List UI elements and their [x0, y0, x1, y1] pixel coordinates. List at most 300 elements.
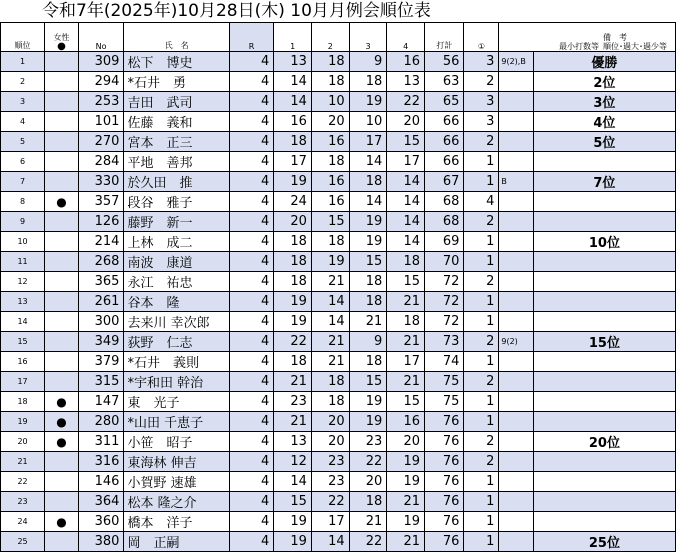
row-game-2: 18	[311, 72, 349, 92]
row-female-mark	[45, 112, 79, 132]
row-game-2: 14	[311, 532, 349, 552]
row-note-min	[499, 92, 533, 112]
table-row	[1, 452, 676, 472]
row-note-rank	[533, 452, 675, 472]
row-note-rank	[533, 412, 675, 432]
table-row	[1, 212, 676, 232]
row-female-mark: ●	[45, 432, 79, 452]
row-game-2: 18	[311, 232, 349, 252]
row-note-rank	[533, 292, 675, 312]
row-rank: 7	[1, 172, 45, 192]
row-note-min	[499, 512, 533, 532]
row-game-4: 14	[387, 192, 425, 212]
row-name: 宮本 正三	[124, 132, 229, 152]
row-game-2: 10	[311, 92, 349, 112]
row-female-mark	[45, 532, 79, 552]
row-game-3: 9	[349, 332, 387, 352]
row-game-3: 21	[349, 512, 387, 532]
row-rounds: 4	[229, 292, 274, 312]
row-game-1: 21	[274, 412, 312, 432]
row-member-no: 365	[78, 272, 124, 292]
row-one: 1	[464, 532, 499, 552]
row-note-rank: 優勝	[533, 52, 675, 72]
row-game-1: 18	[274, 272, 312, 292]
row-game-1: 19	[274, 292, 312, 312]
row-rounds: 4	[229, 392, 274, 412]
row-total: 76	[425, 532, 464, 552]
row-total: 69	[425, 232, 464, 252]
row-total: 76	[425, 492, 464, 512]
table-row	[1, 172, 676, 192]
row-member-no: 280	[78, 412, 124, 432]
row-game-4: 14	[387, 172, 425, 192]
row-game-3: 15	[349, 252, 387, 272]
row-rounds: 4	[229, 332, 274, 352]
row-rank: 19	[1, 412, 45, 432]
row-game-2: 23	[311, 472, 349, 492]
row-note-rank	[533, 472, 675, 492]
row-game-3: 18	[349, 292, 387, 312]
row-rounds: 4	[229, 272, 274, 292]
row-member-no: 284	[78, 152, 124, 172]
row-game-3: 19	[349, 392, 387, 412]
row-total: 56	[425, 52, 464, 72]
row-game-1: 23	[274, 392, 312, 412]
row-rounds: 4	[229, 132, 274, 152]
row-note-min	[499, 432, 533, 452]
row-game-1: 14	[274, 72, 312, 92]
row-game-2: 14	[311, 312, 349, 332]
row-game-3: 21	[349, 312, 387, 332]
row-note-min	[499, 272, 533, 292]
row-note-rank: 20位	[533, 432, 675, 452]
row-rank: 23	[1, 492, 45, 512]
header-row	[1, 23, 676, 52]
row-note-min	[499, 312, 533, 332]
row-name: 橋本 洋子	[124, 512, 229, 532]
row-total: 72	[425, 272, 464, 292]
row-game-1: 19	[274, 312, 312, 332]
row-game-2: 16	[311, 192, 349, 212]
row-name: *山田 千恵子	[124, 412, 229, 432]
row-rank: 24	[1, 512, 45, 532]
header-no: No	[78, 23, 124, 52]
row-game-1: 22	[274, 332, 312, 352]
row-total: 66	[425, 112, 464, 132]
row-one: 1	[464, 252, 499, 272]
row-female-mark	[45, 452, 79, 472]
row-rounds: 4	[229, 312, 274, 332]
row-rank: 10	[1, 232, 45, 252]
row-total: 76	[425, 512, 464, 532]
row-game-1: 21	[274, 372, 312, 392]
row-one: 3	[464, 112, 499, 132]
row-name: *石井 義則	[124, 352, 229, 372]
row-game-1: 18	[274, 232, 312, 252]
row-name: 吉田 武司	[124, 92, 229, 112]
row-one: 1	[464, 492, 499, 512]
row-note-rank	[533, 512, 675, 532]
row-game-1: 16	[274, 112, 312, 132]
row-game-2: 18	[311, 372, 349, 392]
row-game-3: 18	[349, 352, 387, 372]
row-game-1: 19	[274, 172, 312, 192]
row-game-2: 18	[311, 392, 349, 412]
row-game-2: 15	[311, 212, 349, 232]
table-body	[1, 52, 676, 552]
table-row	[1, 132, 676, 152]
row-game-2: 20	[311, 112, 349, 132]
table-row	[1, 192, 676, 212]
row-rank: 18	[1, 392, 45, 412]
row-game-2: 21	[311, 352, 349, 372]
row-game-1: 18	[274, 252, 312, 272]
row-name: 南波 康道	[124, 252, 229, 272]
row-member-no: 300	[78, 312, 124, 332]
row-one: 1	[464, 312, 499, 332]
row-note-min: 9(2)	[499, 332, 533, 352]
row-game-2: 17	[311, 512, 349, 532]
row-total: 65	[425, 92, 464, 112]
header-female-label: 女性	[53, 33, 70, 42]
row-one: 1	[464, 352, 499, 372]
row-note-rank	[533, 492, 675, 512]
row-rounds: 4	[229, 432, 274, 452]
row-game-1: 15	[274, 492, 312, 512]
table-row	[1, 312, 676, 332]
row-female-mark	[45, 492, 79, 512]
header-notes-title: 備 考	[603, 33, 627, 42]
row-game-1: 20	[274, 212, 312, 232]
row-total: 67	[425, 172, 464, 192]
row-game-2: 14	[311, 292, 349, 312]
row-game-4: 22	[387, 92, 425, 112]
row-game-4: 19	[387, 472, 425, 492]
row-name: 東海林 伸吉	[124, 452, 229, 472]
header-notes-sub	[559, 42, 667, 51]
row-game-2: 19	[311, 252, 349, 272]
row-name: 荻野 仁志	[124, 332, 229, 352]
row-game-3: 23	[349, 432, 387, 452]
row-game-3: 22	[349, 532, 387, 552]
row-name: 松本 隆之介	[124, 492, 229, 512]
row-game-4: 18	[387, 252, 425, 272]
header-notes	[499, 23, 676, 52]
row-name: 藤野 新一	[124, 212, 229, 232]
row-game-3: 14	[349, 192, 387, 212]
row-female-mark	[45, 72, 79, 92]
row-note-rank	[533, 312, 675, 332]
row-member-no: 379	[78, 352, 124, 372]
row-one: 2	[464, 452, 499, 472]
row-name: 上林 成二	[124, 232, 229, 252]
header-r: R	[229, 23, 274, 52]
row-note-min	[499, 132, 533, 152]
row-rounds: 4	[229, 252, 274, 272]
row-rounds: 4	[229, 472, 274, 492]
row-total: 66	[425, 152, 464, 172]
table-row	[1, 372, 676, 392]
row-total: 63	[425, 72, 464, 92]
row-female-mark	[45, 292, 79, 312]
row-game-2: 21	[311, 332, 349, 352]
row-member-no: 330	[78, 172, 124, 192]
row-note-rank	[533, 392, 675, 412]
row-one: 1	[464, 412, 499, 432]
row-game-1: 18	[274, 132, 312, 152]
table-row	[1, 72, 676, 92]
row-total: 76	[425, 412, 464, 432]
table-row	[1, 272, 676, 292]
row-female-mark	[45, 152, 79, 172]
row-note-min: 9(2),B	[499, 52, 533, 72]
row-note-min	[499, 152, 533, 172]
row-name: 永江 祐忠	[124, 272, 229, 292]
row-rounds: 4	[229, 452, 274, 472]
row-name: 東 光子	[124, 392, 229, 412]
row-game-4: 20	[387, 432, 425, 452]
table-row	[1, 152, 676, 172]
row-member-no: 146	[78, 472, 124, 492]
header-total: 打計	[425, 23, 464, 52]
table-row	[1, 432, 676, 452]
table-row	[1, 92, 676, 112]
row-rounds: 4	[229, 492, 274, 512]
row-game-1: 19	[274, 532, 312, 552]
row-one: 2	[464, 212, 499, 232]
row-total: 70	[425, 252, 464, 272]
row-female-mark: ●	[45, 192, 79, 212]
row-game-1: 18	[274, 352, 312, 372]
row-note-rank	[533, 372, 675, 392]
row-game-3: 14	[349, 152, 387, 172]
row-name: 松下 博史	[124, 52, 229, 72]
row-female-mark: ●	[45, 412, 79, 432]
row-one: 2	[464, 272, 499, 292]
row-female-mark	[45, 472, 79, 492]
row-game-3: 22	[349, 452, 387, 472]
row-note-min	[499, 352, 533, 372]
row-game-4: 16	[387, 412, 425, 432]
row-game-3: 19	[349, 412, 387, 432]
row-note-rank: 3位	[533, 92, 675, 112]
row-one: 1	[464, 232, 499, 252]
row-game-3: 15	[349, 372, 387, 392]
row-rank: 3	[1, 92, 45, 112]
row-member-no: 268	[78, 252, 124, 272]
row-game-4: 13	[387, 72, 425, 92]
row-one: 2	[464, 72, 499, 92]
row-note-rank	[533, 192, 675, 212]
row-member-no: 380	[78, 532, 124, 552]
row-game-4: 14	[387, 212, 425, 232]
row-name: *宇和田 幹治	[124, 372, 229, 392]
row-game-3: 9	[349, 52, 387, 72]
row-rank: 20	[1, 432, 45, 452]
row-rank: 5	[1, 132, 45, 152]
row-name: 去来川 幸次郎	[124, 312, 229, 332]
row-female-mark	[45, 212, 79, 232]
header-game-3: 3	[349, 23, 387, 52]
table-row	[1, 112, 676, 132]
row-total: 74	[425, 352, 464, 372]
row-rounds: 4	[229, 532, 274, 552]
row-game-2: 23	[311, 452, 349, 472]
row-note-min	[499, 372, 533, 392]
row-female-mark	[45, 332, 79, 352]
row-game-4: 18	[387, 312, 425, 332]
row-game-3: 18	[349, 172, 387, 192]
row-member-no: 214	[78, 232, 124, 252]
row-rank: 4	[1, 112, 45, 132]
table-row	[1, 232, 676, 252]
row-total: 75	[425, 392, 464, 412]
female-dot-icon: ●	[57, 41, 66, 52]
row-note-rank: 10位	[533, 232, 675, 252]
row-note-rank: 5位	[533, 132, 675, 152]
row-note-rank: 4位	[533, 112, 675, 132]
row-female-mark	[45, 52, 79, 72]
row-rounds: 4	[229, 212, 274, 232]
row-rounds: 4	[229, 412, 274, 432]
table-row	[1, 332, 676, 352]
row-total: 75	[425, 372, 464, 392]
row-rank: 22	[1, 472, 45, 492]
row-game-4: 17	[387, 352, 425, 372]
row-total: 76	[425, 432, 464, 452]
row-game-4: 16	[387, 52, 425, 72]
row-game-3: 19	[349, 232, 387, 252]
row-one: 2	[464, 432, 499, 452]
table-row	[1, 292, 676, 312]
row-one: 2	[464, 372, 499, 392]
row-game-4: 21	[387, 532, 425, 552]
row-rank: 16	[1, 352, 45, 372]
row-female-mark	[45, 312, 79, 332]
row-one: 3	[464, 52, 499, 72]
row-one: 2	[464, 132, 499, 152]
row-game-1: 12	[274, 452, 312, 472]
row-game-2: 22	[311, 492, 349, 512]
row-rounds: 4	[229, 52, 274, 72]
row-rounds: 4	[229, 92, 274, 112]
row-member-no: 309	[78, 52, 124, 72]
row-rank: 2	[1, 72, 45, 92]
table-row	[1, 512, 676, 532]
row-rank: 13	[1, 292, 45, 312]
row-note-rank	[533, 212, 675, 232]
row-total: 72	[425, 312, 464, 332]
row-game-4: 21	[387, 292, 425, 312]
header-name: 氏 名	[124, 23, 229, 52]
row-note-min	[499, 532, 533, 552]
row-note-rank	[533, 252, 675, 272]
row-one: 1	[464, 292, 499, 312]
row-rank: 25	[1, 532, 45, 552]
row-name: 佐藤 義和	[124, 112, 229, 132]
row-note-rank: 15位	[533, 332, 675, 352]
table-row	[1, 392, 676, 412]
row-rank: 17	[1, 372, 45, 392]
row-member-no: 315	[78, 372, 124, 392]
row-one: 1	[464, 512, 499, 532]
row-game-3: 19	[349, 212, 387, 232]
row-game-1: 14	[274, 472, 312, 492]
row-female-mark	[45, 372, 79, 392]
row-rounds: 4	[229, 192, 274, 212]
row-member-no: 316	[78, 452, 124, 472]
row-rounds: 4	[229, 372, 274, 392]
row-female-mark	[45, 172, 79, 192]
row-rounds: 4	[229, 352, 274, 372]
row-member-no: 364	[78, 492, 124, 512]
row-game-2: 20	[311, 432, 349, 452]
table-row	[1, 352, 676, 372]
row-game-4: 19	[387, 452, 425, 472]
row-female-mark: ●	[45, 512, 79, 532]
row-rank: 12	[1, 272, 45, 292]
row-one: 1	[464, 392, 499, 412]
header-notes-rank: 順位･過大･過少等	[603, 42, 667, 51]
row-rounds: 4	[229, 152, 274, 172]
row-member-no: 270	[78, 132, 124, 152]
row-game-3: 18	[349, 492, 387, 512]
row-note-rank	[533, 352, 675, 372]
row-rank: 11	[1, 252, 45, 272]
row-rank: 1	[1, 52, 45, 72]
row-member-no: 311	[78, 432, 124, 452]
header-one: ①	[464, 23, 499, 52]
row-note-rank: 25位	[533, 532, 675, 552]
row-female-mark	[45, 92, 79, 112]
row-game-2: 18	[311, 152, 349, 172]
table-row	[1, 472, 676, 492]
row-note-min	[499, 452, 533, 472]
row-rank: 15	[1, 332, 45, 352]
row-rounds: 4	[229, 512, 274, 532]
row-rounds: 4	[229, 232, 274, 252]
row-total: 73	[425, 332, 464, 352]
row-game-2: 21	[311, 272, 349, 292]
row-member-no: 126	[78, 212, 124, 232]
row-member-no: 261	[78, 292, 124, 312]
header-game-2: 2	[311, 23, 349, 52]
row-total: 68	[425, 212, 464, 232]
row-game-4: 14	[387, 232, 425, 252]
table-row	[1, 252, 676, 272]
row-member-no: 294	[78, 72, 124, 92]
row-rank: 6	[1, 152, 45, 172]
header-female	[45, 23, 79, 52]
row-one: 2	[464, 332, 499, 352]
row-member-no: 253	[78, 92, 124, 112]
table-row	[1, 412, 676, 432]
row-note-min	[499, 492, 533, 512]
row-game-3: 20	[349, 472, 387, 492]
table-row	[1, 532, 676, 552]
row-one: 4	[464, 192, 499, 212]
row-note-min	[499, 472, 533, 492]
row-name: 段谷 雅子	[124, 192, 229, 212]
row-game-2: 18	[311, 52, 349, 72]
row-game-4: 17	[387, 152, 425, 172]
row-female-mark	[45, 352, 79, 372]
row-note-rank	[533, 152, 675, 172]
row-game-4: 15	[387, 392, 425, 412]
row-one: 3	[464, 92, 499, 112]
row-game-4: 21	[387, 372, 425, 392]
row-note-min	[499, 232, 533, 252]
